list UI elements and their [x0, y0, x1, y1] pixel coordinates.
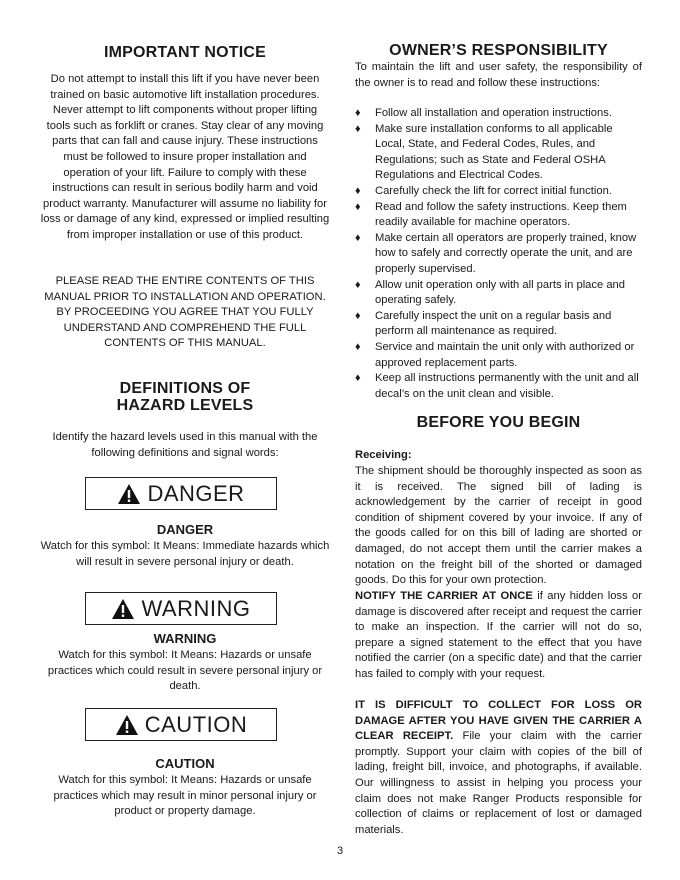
warning-sign-label: WARNING — [141, 595, 251, 621]
diamond-bullet-icon: ♦ — [355, 309, 361, 322]
diamond-bullet-icon: ♦ — [355, 278, 361, 291]
list-item: ♦ Allow unit operation only with all parts in place and operating safely. — [355, 278, 625, 307]
definitions-title-line1: DEFINITIONS OF — [119, 380, 251, 397]
warning-triangle-icon — [111, 598, 135, 620]
list-item: ♦ Read and follow the safety instructions. Keep them readily available for machine operators. — [355, 200, 627, 229]
owners-responsibility-title: OWNER’S RESPONSIBILITY — [389, 42, 608, 59]
list-item: ♦ Make sure installation conforms to all applicable Local, State, and Federal Codes, Rules, and Regulations; such as State and Federal OSHA Regulations and Electrical Codes. — [355, 122, 613, 182]
list-item: ♦ Service and maintain the unit only with authorized or approved replacement parts. — [355, 340, 635, 369]
diamond-bullet-icon: ♦ — [355, 340, 361, 353]
caution-description: Watch for this symbol: It Means: Hazards or unsafe practices which may result in minor personal injury or product or property damage. — [53, 774, 317, 818]
warning-triangle-icon — [115, 714, 139, 736]
receiving-label: Receiving: — [355, 449, 412, 461]
list-item: ♦ Make certain all operators are properly trained, know how to safely and correctly operate the unit, and are properly supervised. — [355, 231, 637, 275]
page-number: 3 — [336, 845, 344, 857]
diamond-bullet-icon: ♦ — [355, 200, 361, 213]
definitions-title — [40, 380, 330, 414]
danger-sign — [85, 477, 277, 510]
danger-sign-label: DANGER — [147, 480, 245, 506]
notify-carrier-paragraph — [355, 589, 642, 683]
diamond-bullet-icon: ♦ — [355, 122, 361, 135]
danger-title: DANGER — [156, 522, 214, 537]
important-notice-text: Do not attempt to install this lift if you have never been trained on basic automotive lift installation procedures. Never attempt to lift components without proper lifting tools such as forklift or cranes. Stay clear of any moving parts that can fall and cause injury. These instructions must be followed to insure proper installation and operation of your lift. Failure to comply with these instructions can result in serious bodily harm and void product warranty. Manufacturer will assume no liability for loss or damage of any kind, expressed or implied resulting from improper installation or use of this product. — [40, 73, 330, 241]
warning-title: WARNING — [153, 631, 217, 646]
please-read-notice: PLEASE READ THE ENTIRE CONTENTS OF THIS MANUAL PRIOR TO INSTALLATION AND OPERATION. BY PROCEEDING YOU AGREE THAT YOU FULLY UNDERSTAND AND COMPREHEND THE FULL CONTENTS OF THIS MANUAL. — [44, 275, 326, 350]
before-you-begin-title: BEFORE YOU BEGIN — [416, 414, 581, 431]
important-notice-title: IMPORTANT NOTICE — [103, 44, 266, 61]
warning-sign — [85, 592, 277, 625]
diamond-bullet-icon: ♦ — [355, 231, 361, 244]
list-item: ♦ Keep all instructions permanently with the unit and all decal’s on the unit clean and visible. — [355, 372, 639, 400]
notify-carrier-bold: NOTIFY THE CARRIER AT ONCE — [355, 590, 533, 602]
caution-sign-label: CAUTION — [144, 711, 248, 737]
diamond-bullet-icon: ♦ — [355, 372, 361, 385]
receiving-text: The shipment should be thoroughly inspected as soon as it is received. The signed bill of lading is acknowledgement by the carrier of receipt in good condition of shipment covered by your invoice. If any of the goods called for on this bill of lading are shorted or damaged, do not accept them until the carrier makes a notation on the freight bill of the shorted or damaged goods. Do this for your own protection. — [355, 465, 642, 587]
caution-sign — [85, 708, 277, 741]
list-item: ♦ Follow all installation and operation instructions. — [355, 106, 642, 122]
diamond-bullet-icon: ♦ — [355, 184, 361, 197]
list-item: ♦ Carefully inspect the unit on a regular basis and perform all maintenance as required. — [355, 309, 612, 338]
difficult-to-collect-paragraph — [355, 698, 642, 838]
caution-title: CAUTION — [155, 756, 215, 771]
notify-carrier-text: if any hidden loss or damage is discovered after receipt and request the carrier to make an inspection. If the carrier will not do so, prepare a signed statement to the effect that you have notified the carrier (on a specific date) and that the carrier has failed to comply with your request. — [355, 590, 642, 680]
danger-description: Watch for this symbol: It Means: Immediate hazards which will result in severe personal injury or death. — [40, 540, 330, 568]
difficult-to-collect-bold: IT IS DIFFICULT TO COLLECT FOR LOSS OR DAMAGE AFTER YOU HAVE GIVEN THE CARRIER A CLEAR RECEIPT. — [355, 699, 642, 743]
list-item: ♦ Carefully check the lift for correct initial function. — [355, 184, 642, 200]
responsibility-list — [355, 106, 642, 402]
diamond-bullet-icon: ♦ — [355, 107, 361, 119]
owners-responsibility-intro: To maintain the lift and user safety, the responsibility of the owner is to read and follow these instructions: — [355, 61, 642, 89]
warning-triangle-icon — [117, 483, 141, 505]
definitions-title-line2: HAZARD LEVELS — [116, 397, 254, 414]
definitions-text: Identify the hazard levels used in this manual with the following definitions and signal words: — [52, 431, 318, 459]
difficult-to-collect-text: File your claim with the carrier promptly. Support your claim with copies of the bill of lading, freight bill, invoice, and photographs, if available. Our willingness to assist in helping you process your claim does not make Ranger Products responsible for collection of claims or replacement of lost or damaged materials. — [355, 730, 642, 836]
warning-description: Watch for this symbol: It Means: Hazards or unsafe practices which could result in severe personal injury or death. — [47, 649, 323, 693]
